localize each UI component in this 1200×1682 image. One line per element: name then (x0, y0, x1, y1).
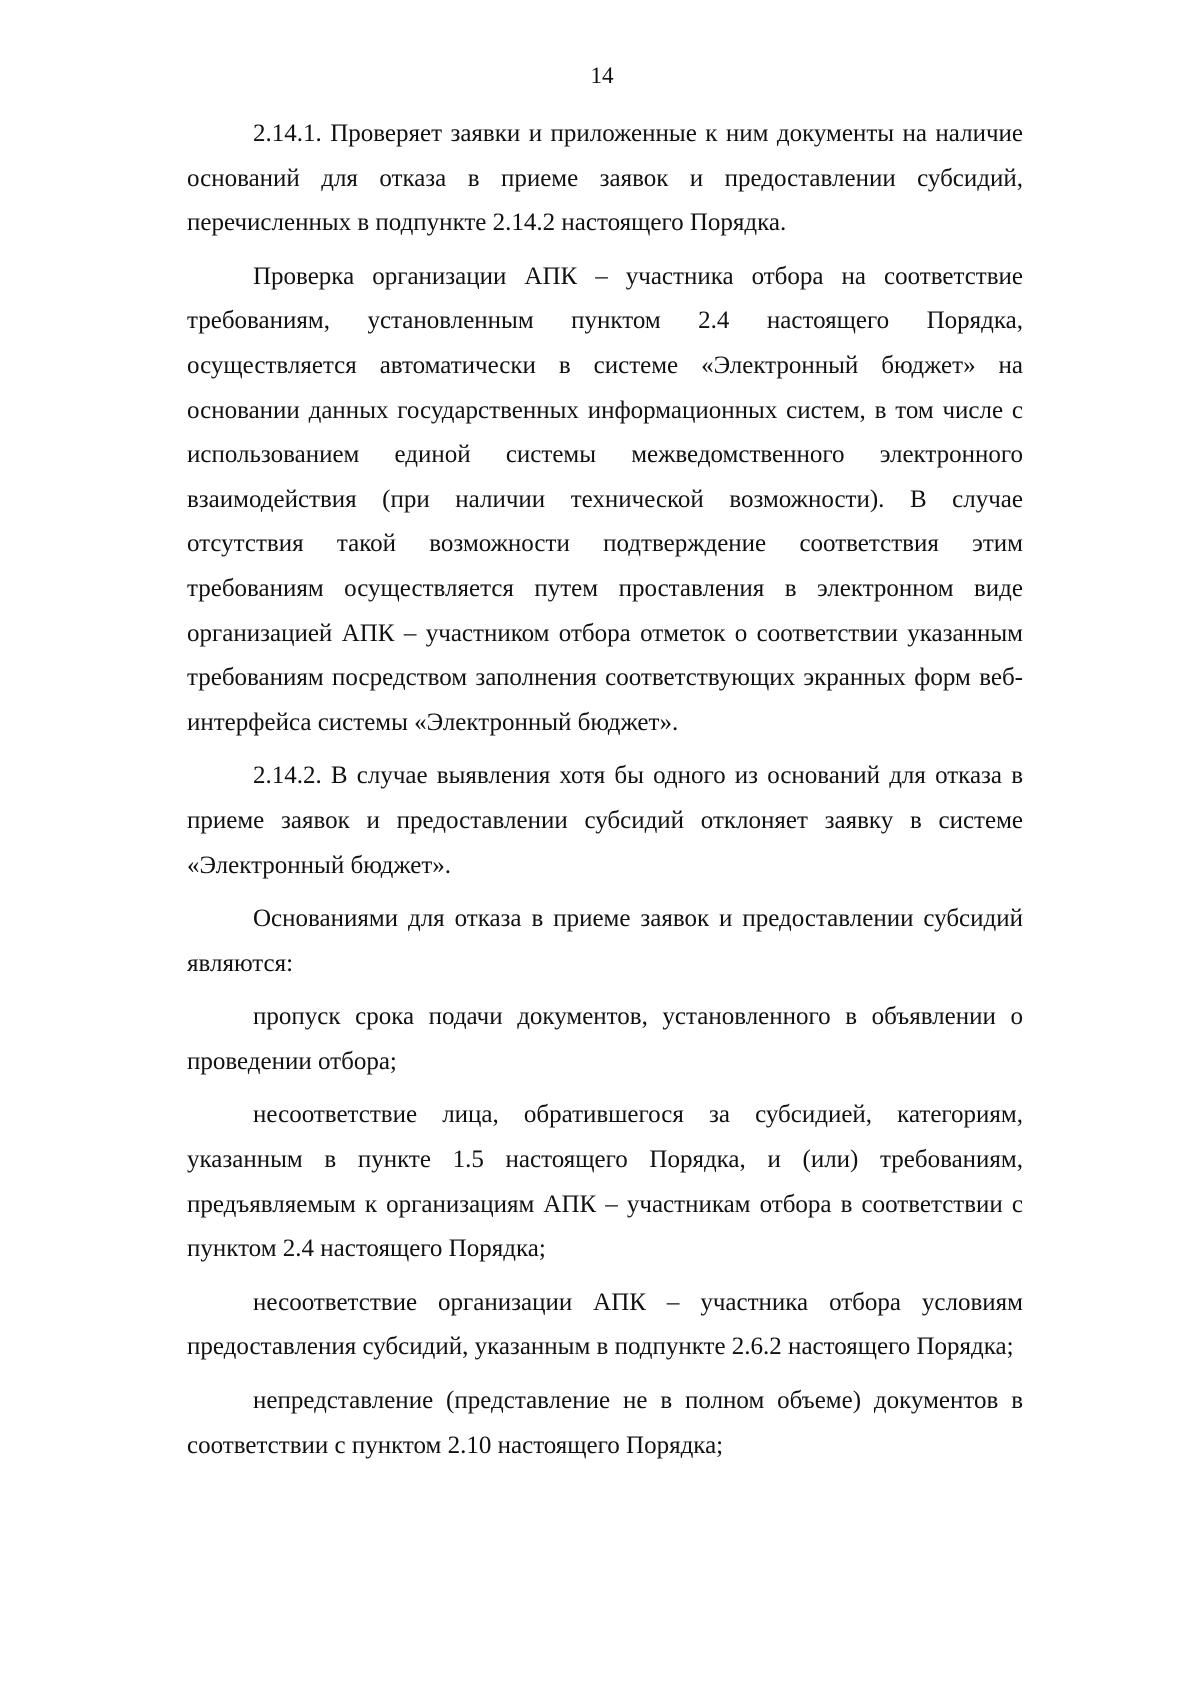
page-number: 14 (590, 63, 614, 88)
list-item-missing-documents: непредставление (представление не в полном объеме) документов в соответствии с пунктом 2.10 настоящего Порядка; (187, 1387, 1023, 1459)
paragraph-2-14-2: 2.14.2. В случае выявления хотя бы одного из оснований для отказа в приеме заявок и предоставлении субсидий отклоняет заявку в системе «Электронный бюджет». (187, 762, 1023, 879)
paragraph-2-14-1: 2.14.1. Проверяет заявки и приложенные к ним документы на наличие оснований для отказа в приеме заявок и предоставлении субсидий, перечисленных в подпункте 2.14.2 настоящего Порядка. (187, 120, 1023, 237)
list-item-deadline: пропуск срока подачи документов, установленного в объявлении о проведении отбора; (187, 1003, 1023, 1075)
document-body (187, 112, 1023, 1468)
list-item-conditions-mismatch: несоответствие организации АПК – участника отбора условиям предоставления субсидий, указанным в подпункте 2.6.2 настоящего Порядка; (187, 1288, 1023, 1361)
paragraph-check-requirements: Проверка организации АПК – участника отбора на соответствие требованиям, установленным пунктом 2.4 настоящего Порядка, осуществляется автоматически в системе «Электронный бюджет» на основании данных государственных информационных систем, в том числе с использованием единой системы межведомственного электронного взаимодействия (при наличии технической возможности). В случае отсутствия такой возможности подтверждение соответствия этим требованиям осуществляется путем проставления в электронном виде организацией АПК – участником отбора отметок о соответствии указанным требованиям посредством заполнения соответствующих экранных форм веб-интерфейса системы «Электронный бюджет». (187, 262, 1023, 736)
list-item-category-mismatch: несоответствие лица, обратившегося за субсидией, категориям, указанным в пункте 1.5 настоящего Порядка, и (или) требованиям, предъявляемым к организациям АПК – участникам отбора в соответствии с пунктом 2.4 настоящего Порядка; (187, 1101, 1023, 1263)
paragraph-grounds-intro: Основаниями для отказа в приеме заявок и предоставлении субсидий являются: (187, 905, 1023, 977)
